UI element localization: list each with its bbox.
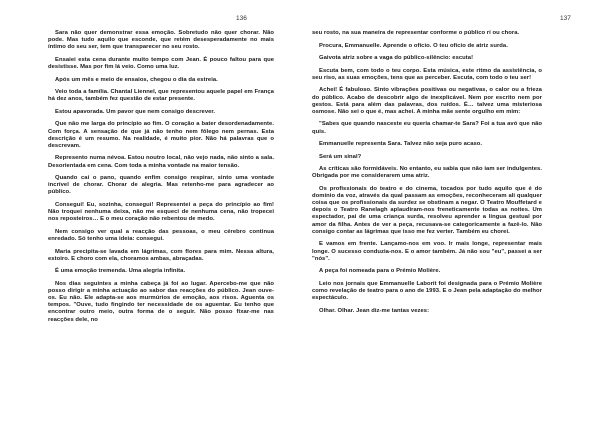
paragraph: É uma emoção tremenda. Uma alegria infinita. (55, 268, 186, 275)
paragraph: E vamos em frente. Lançamo-nos em voo. Ir mais longe, representar mais longe. O sucesso conduzia-nos. E o amor também. Já não sou "eu", passei a ser "nós". (312, 241, 542, 262)
paragraph: Será um sinal? (319, 153, 362, 160)
paragraph: Veio toda a família. Chantal Liennel, que representou aquele papel em França há dez anos, também fez questão de estar presente. (48, 89, 274, 103)
paragraph: Achei! É fabuloso. Sinto vibrações positivas ou negativas, o calor ou a frieza do público. Acabo de descobrir algo de inexplicável. Nem por escrito nem por gestos. Está para além das palavras, dos ruídos. É… talvez uma misteriosa osmose. Não sei o que é, mas achei. A minha mãe sente orgulho em mim: (312, 87, 542, 115)
paragraph: Nos dias seguintes a minha cabeça já foi ao lugar. Apercebo-me que não posso dirigir a minha actuação ao sabor das reacções do público. Jean ouve-os. Eu não. Ele adapta-se aos murmúrios de emoção, aos risos. Aguenta os tempos. "Ouve, tudo fingindo ter necessidade de os aguentar. Eu tenho que encontrar outro meio, outra forma de o seguir. Não posso fixar-me nas reacções dele, no (48, 280, 274, 323)
paragraph: Que não me larga do princípio ao fim. O coração a bater desordenadamente. Com força. A sensação de que já não tenho nem fôlego nem pernas. Esta descrição é um resumo. Na realidade, é muito pior. Não há palavras que o descrevam. (48, 121, 274, 149)
paragraph: Olhar. Olhar. Jean diz-me tantas vezes: (319, 307, 430, 314)
paragraph: Emmanuelle representa Sara. Talvez não seja puro acaso. (319, 141, 483, 148)
right-page (300, 0, 600, 424)
page-body (312, 30, 542, 320)
paragraph: A peça foi nomeada para o Prémio Molière. (319, 268, 441, 275)
page-number: 137 (560, 15, 571, 22)
paragraph: Consegui! Eu, sozinha, consegui! Representei a peça do princípio ao fim! Não troquei nenhuma deixa, não me esqueci de nenhuma cena, não tropecei nos reposteiros… E o meu coração não rebentou de medo. (48, 201, 274, 223)
paragraph: Leio nos jornais que Emmanuelle Laborit foi designada para o Prémio Molière como revelação de teatro para o ano de 1993. E o Jean pela adaptação do melhor espectáculo. (312, 280, 542, 302)
paragraph: Ensaiei esta cena durante muito tempo com Jean. É pouco faltou para que desistisse. Mas por fim lá veio. Como uma luz. (48, 56, 274, 71)
paragraph: Nem consigo ver qual a reacção das pessoas, o meu cérebro continua enredado. Só tenho uma ideia: consegui. (48, 228, 274, 242)
paragraph: Sara não quer demonstrar essa emoção. Sobretudo não quer chorar. Não pode. Mas tudo aquilo que esconde, que retém desesperadamente no mais íntimo do seu ser, tem que transparecer no seu rosto. (48, 30, 274, 51)
paragraph: Escuta bem, com todo o teu corpo. Esta música, este ritmo da assistência, o seu riso, as suas emoções, tens que as perceber. Escuta, com todo o teu ser! (312, 67, 542, 81)
paragraph: Represento numa névoa. Estou noutro local, não vejo nada, não sinto a sala. Desorientada em cena. Com toda a minha vontade na maior tensão. (48, 155, 274, 169)
page-body (48, 30, 274, 329)
paragraph: Quando cai o pano, quando enfim consigo respirar, sinto uma vontade incrível de chorar. Chorar de alegria. Mas retenho-me para agradecer ao público. (48, 175, 274, 196)
page-number: 136 (236, 15, 247, 22)
paragraph: "Sabes que quando nasceste eu queria chamar-te Sara? Foi a tua avó que não quis. (312, 121, 542, 135)
paragraph: Os profissionais do teatro e do cinema, tocados por tudo aquilo que é do domínio da voz, através da qual passam as emoções, reconheceram ali qualquer coisa que os profissionais da surdez se obstinam a negar. O Teatro Mouffetard e depois o Teatro Ranelagh aplaudiram-nos freneticamente todas as noites. Um espectador, pai de uma criança surda, resolveu aprender a língua gestual por amor da filha. Antes de ver a peça, recusava-se categoricamente a fazê-lo. Não consigo contar as lágrimas que isso me fez verter. Também eu chorei. (312, 185, 542, 235)
paragraph: As críticas são formidáveis. No entanto, eu sabia que não iam ser indulgentes. Obrigada por me considerarem uma atriz. (312, 166, 542, 180)
paragraph: Estou apavorada. Um pavor que nem consigo descrever. (55, 108, 216, 115)
paragraph: Procura, Emmanuelle. Aprende o ofício. O teu ofício de atriz surda. (319, 42, 508, 49)
paragraph: Após um mês e meio de ensaios, chegou o dia da estreia. (55, 76, 218, 83)
paragraph: seu rosto, na sua maneira de representar conforme o público ri ou chora. (312, 30, 520, 36)
paragraph: Maria precipita-se lavada em lágrimas, com flores para mim. Nessa altura, estoiro. E choro com ela, choramos ambas, abraçadas. (48, 248, 274, 262)
paragraph: Gaivota atriz sobre a vaga do público-silêncio: escuta! (319, 55, 474, 62)
